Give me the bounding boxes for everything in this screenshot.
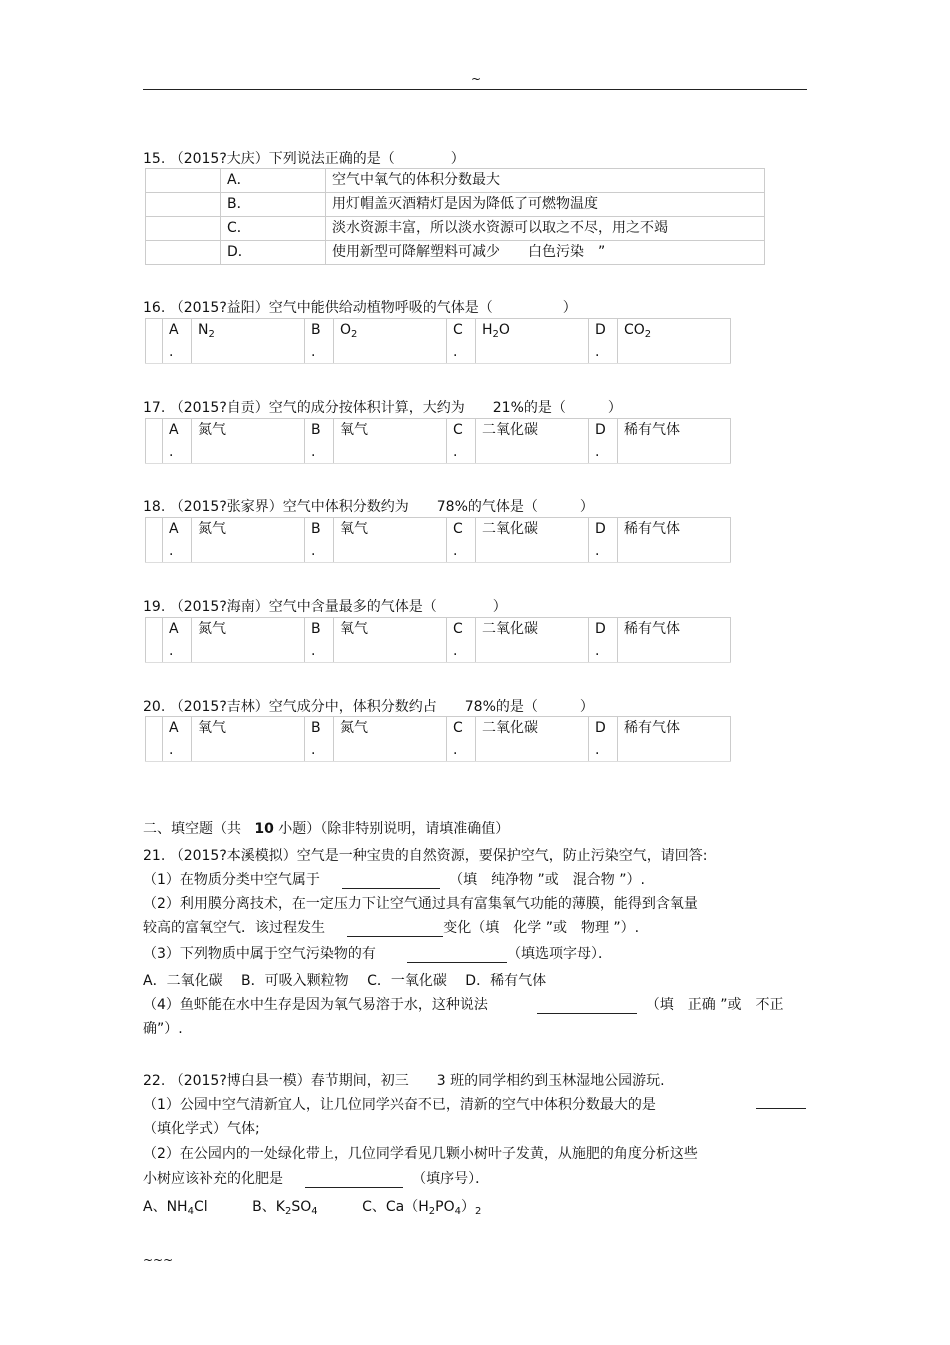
q17-option-c-text: 二氧化碳 xyxy=(476,419,589,464)
q20-option-c-letter: C . xyxy=(447,717,476,762)
q15-option-label: A． xyxy=(221,169,326,193)
footer-mark: ~~~ xyxy=(143,1253,174,1267)
header-mark: ~ xyxy=(471,72,482,86)
q17-option-b-text: 氧气 xyxy=(334,419,447,464)
q21-part1: （1）在物质分类中空气属于 （填 纯净物 ”或 混合物 ”）. xyxy=(143,872,645,888)
q19-option-b-text: 氧气 xyxy=(334,618,447,663)
q21-title: 21. （2015?本溪模拟）空气是一种宝贵的自然资源，要保护空气，防止污染空气，请回答: xyxy=(143,848,708,864)
q21-part3: （3）下列物质中属于空气污染物的有 （填选项字母）． xyxy=(143,946,613,962)
q16-option-b-letter: B . xyxy=(305,319,334,364)
q22-part2: （2）在公园内的一处绿化带上，几位同学看见几颗小树叶子发黄，从施肥的角度分析这些 xyxy=(143,1146,698,1162)
q18-option-d-text: 稀有气体 xyxy=(618,518,731,563)
q21-part4-cont: 确”）. xyxy=(143,1021,183,1037)
q22-blank-2[interactable] xyxy=(305,1173,403,1188)
q16-title: 16. （2015?益阳）空气中能供给动植物呼吸的气体是（ ） xyxy=(143,300,577,316)
q20-option-b-letter: B . xyxy=(305,717,334,762)
q21-part4: （4）鱼虾能在水中生存是因为氧气易溶于水，这种说法 （填 正确 ”或 不正 xyxy=(143,997,784,1013)
q15-option-text: 使用新型可降解塑料可减少 白色污染 ” xyxy=(326,241,765,265)
q19-options-table xyxy=(145,617,731,663)
q21-blank-3[interactable] xyxy=(407,948,507,963)
q16-options-table xyxy=(145,318,731,364)
q15-title: 15. （2015?大庆）下列说法正确的是（ ） xyxy=(143,151,465,167)
q22-part1-cont: （填化学式）气体; xyxy=(143,1121,260,1137)
q19-option-c-letter: C . xyxy=(447,618,476,663)
q20-option-b-text: 氮气 xyxy=(334,717,447,762)
q18-option-c-letter: C . xyxy=(447,518,476,563)
q15-options-table xyxy=(145,168,765,265)
q19-option-b-letter: B . xyxy=(305,618,334,663)
q18-option-a-text: 氮气 xyxy=(192,518,305,563)
q17-options-table xyxy=(145,418,731,464)
q15-option-d xyxy=(146,241,765,265)
q16-option-c-letter: C . xyxy=(447,319,476,364)
q20-options-table xyxy=(145,716,731,762)
q15-option-text: 空气中氧气的体积分数最大 xyxy=(326,169,765,193)
q16-option-d-letter: D . xyxy=(589,319,618,364)
q17-option-a-text: 氮气 xyxy=(192,419,305,464)
q22-option-a: A、$NH_4Cl$ xyxy=(143,1199,208,1217)
section2-heading: 二、填空题（共 10 小题）（除非特别说明，请填准确值） xyxy=(143,821,510,837)
q18-option-d-letter: D . xyxy=(589,518,618,563)
q19-option-a-letter: A . xyxy=(163,618,192,663)
q17-option-d-letter: D . xyxy=(589,419,618,464)
q15-option-label: D． xyxy=(221,241,326,265)
q16-option-b-text: $O_2$ xyxy=(334,319,447,364)
q18-options-table xyxy=(145,517,731,563)
q17-option-c-letter: C . xyxy=(447,419,476,464)
q20-title: 20. （2015?吉林）空气成分中，体积分数约占 78%的是（ ） xyxy=(143,699,594,715)
q21-part2-cont: 较高的富氧空气．该过程发生 变化（填 化学 ”或 物理 ”）. xyxy=(143,920,640,936)
q18-option-c-text: 二氧化碳 xyxy=(476,518,589,563)
q17-option-a-letter: A . xyxy=(163,419,192,464)
q19-option-d-letter: D . xyxy=(589,618,618,663)
q15-option-text: 用灯帽盖灭酒精灯是因为降低了可燃物温度 xyxy=(326,193,765,217)
q22-part2-cont: 小树应该补充的化肥是 （填序号）． xyxy=(143,1171,490,1187)
q20-option-a-text: 氧气 xyxy=(192,717,305,762)
q15-option-label: C． xyxy=(221,217,326,241)
q21-part2: （2）利用膜分离技术，在一定压力下让空气通过具有富集氧气功能的薄膜，能得到含氧量 xyxy=(143,896,698,912)
q21-part3-choices: A．二氧化碳 B．可吸入颗粒物 C．一氧化碳 D．稀有气体 xyxy=(143,973,547,989)
q15-option-label: B． xyxy=(221,193,326,217)
q19-title: 19. （2015?海南）空气中含量最多的气体是（ ） xyxy=(143,599,507,615)
q15-option-a xyxy=(146,169,765,193)
q19-option-d-text: 稀有气体 xyxy=(618,618,731,663)
q15-option-b xyxy=(146,193,765,217)
q22-option-b: B、$K_2SO_4$ xyxy=(252,1199,318,1217)
q16-option-c-text: $H_2O$ xyxy=(476,319,589,364)
q17-option-b-letter: B . xyxy=(305,419,334,464)
q15-option-c xyxy=(146,217,765,241)
q18-option-a-letter: A . xyxy=(163,518,192,563)
q17-title: 17. （2015?自贡）空气的成分按体积计算，大约为 21%的是（ ） xyxy=(143,400,622,416)
q16-option-a-letter: A . xyxy=(163,319,192,364)
q22-option-c: C、$Ca(H_2PO_4)_2$ xyxy=(362,1199,482,1217)
q15-option-text: 淡水资源丰富，所以淡水资源可以取之不尽，用之不竭 xyxy=(326,217,765,241)
q22-blank-1[interactable] xyxy=(756,1094,806,1109)
q21-blank-2[interactable] xyxy=(347,922,443,937)
q19-option-c-text: 二氧化碳 xyxy=(476,618,589,663)
q20-option-d-text: 稀有气体 xyxy=(618,717,731,762)
q18-title: 18. （2015?张家界）空气中体积分数约为 78%的气体是（ ） xyxy=(143,499,594,515)
header-rule xyxy=(143,89,807,90)
q22-options xyxy=(143,1196,481,1217)
q22-title: 22. （2015?博白县一模）春节期间，初三 3 班的同学相约到玉林湿地公园游玩. xyxy=(143,1073,665,1089)
q20-option-c-text: 二氧化碳 xyxy=(476,717,589,762)
q18-option-b-letter: B . xyxy=(305,518,334,563)
q20-option-a-letter: A . xyxy=(163,717,192,762)
q16-option-d-text: $CO_2$ xyxy=(618,319,731,364)
q18-option-b-text: 氧气 xyxy=(334,518,447,563)
q22-part1: （1）公园中空气清新宜人，让几位同学兴奋不已，清新的空气中体积分数最大的是 xyxy=(143,1097,656,1113)
q17-option-d-text: 稀有气体 xyxy=(618,419,731,464)
q16-option-a-text: $N_2$ xyxy=(192,319,305,364)
q21-blank-1[interactable] xyxy=(342,874,440,889)
q19-option-a-text: 氮气 xyxy=(192,618,305,663)
q20-option-d-letter: D . xyxy=(589,717,618,762)
q21-blank-4[interactable] xyxy=(537,999,637,1014)
